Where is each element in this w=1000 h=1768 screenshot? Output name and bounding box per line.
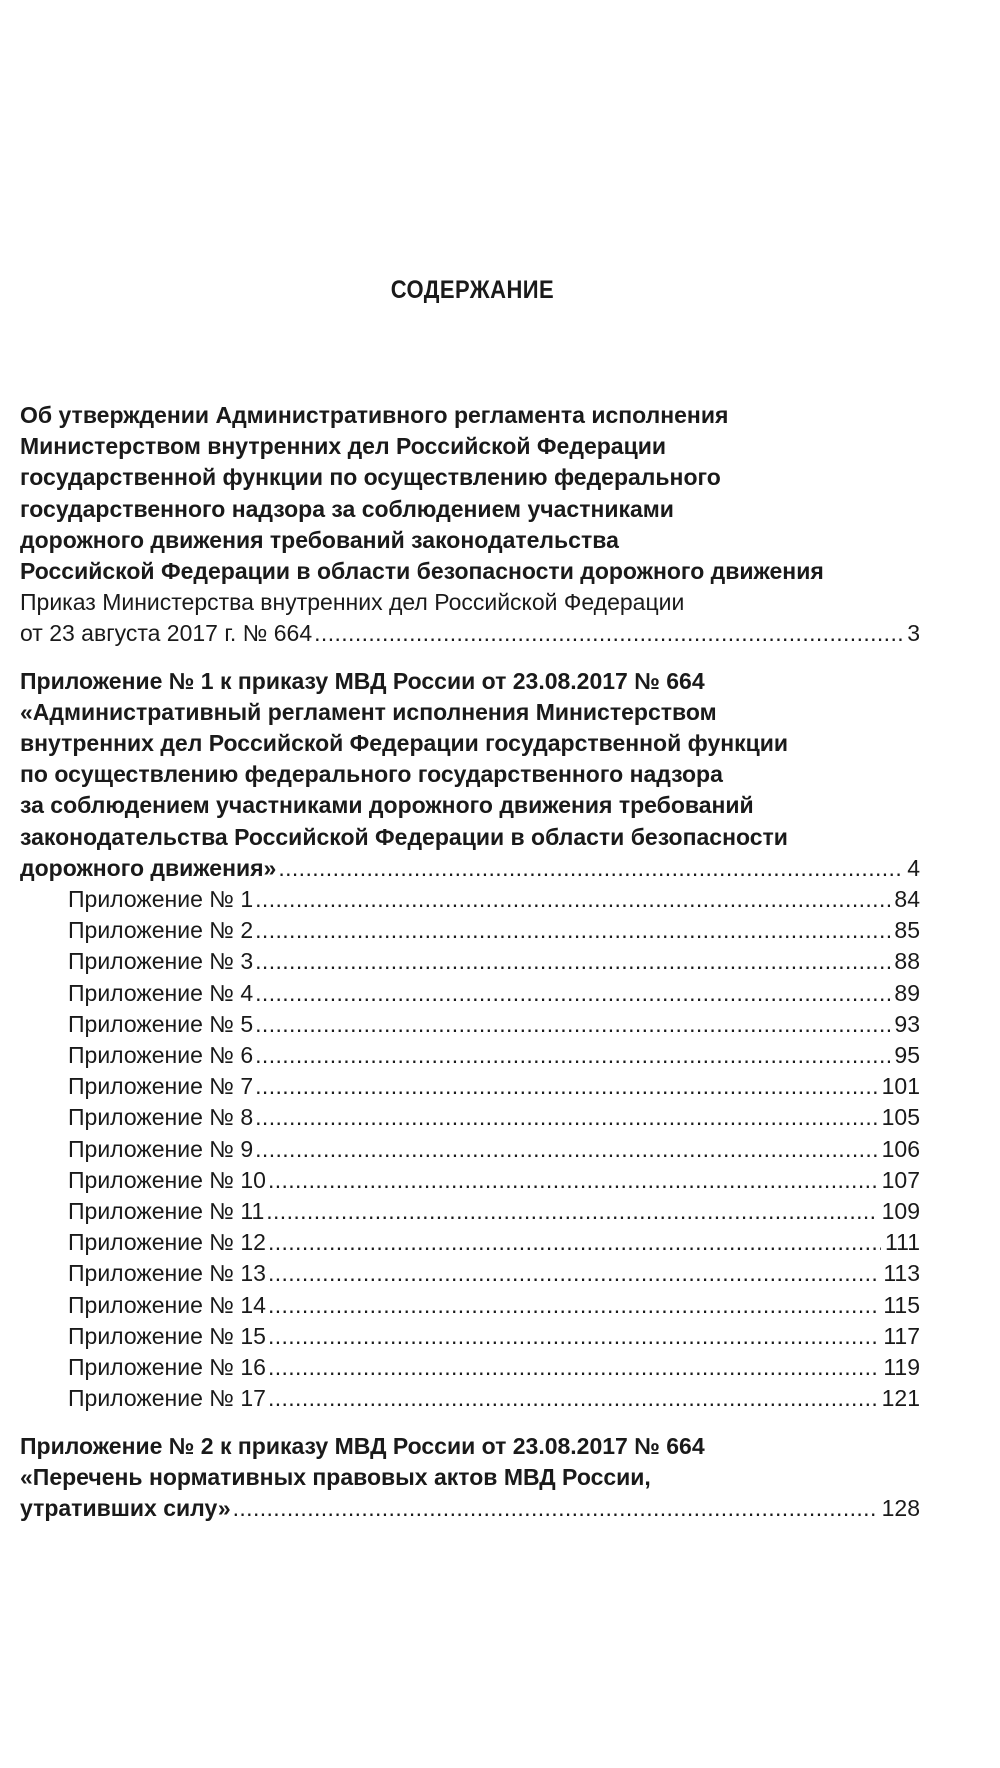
subitem-label: Приложение № 11 <box>68 1198 265 1225</box>
dot-leader <box>255 978 890 1009</box>
page-number: 89 <box>894 979 920 1006</box>
page-number: 128 <box>881 1494 920 1521</box>
subitem-label: Приложение № 3 <box>68 948 254 975</box>
entry-title-line: Российской Федерации в области безопасности дорожного движения <box>20 558 824 585</box>
dot-leader <box>268 1352 879 1383</box>
entry-title-line: «Перечень нормативных правовых актов МВД России, <box>20 1463 651 1490</box>
entry-leader-line <box>20 1493 920 1524</box>
entry-title-line: Приложение № 2 к приказу МВД России от 23.08.2017 № 664 <box>20 1432 705 1459</box>
subitem-label: Приложение № 7 <box>68 1073 254 1100</box>
page-number: 105 <box>881 1104 920 1131</box>
toc-entry-appendix-2 <box>20 1431 920 1525</box>
entry-title-line: Приложение № 1 к приказу МВД России от 23.08.2017 № 664 <box>20 667 705 694</box>
entry-leader-text: утративших силу» <box>20 1494 231 1521</box>
subitem <box>68 1134 920 1165</box>
page-number: 121 <box>881 1385 920 1412</box>
toc-entry-appendix-1 <box>20 666 920 1415</box>
subitem-label: Приложение № 14 <box>68 1291 266 1318</box>
subitem <box>68 1383 920 1414</box>
dot-leader <box>255 1102 877 1133</box>
subitem <box>68 1290 920 1321</box>
page-number: 113 <box>883 1260 920 1287</box>
subitem <box>68 1352 920 1383</box>
entry-leader-text: дорожного движения» <box>20 854 277 881</box>
subitem-label: Приложение № 16 <box>68 1354 266 1381</box>
dot-leader <box>268 1290 879 1321</box>
dot-leader <box>255 915 890 946</box>
entry-title-line: Об утверждении Административного регламента исполнения <box>20 402 729 428</box>
subitem-label: Приложение № 4 <box>68 979 254 1006</box>
dot-leader <box>268 1321 879 1352</box>
subitem <box>68 1071 920 1102</box>
subitem <box>68 1009 920 1040</box>
dot-leader <box>268 1258 879 1289</box>
subitem-label: Приложение № 10 <box>68 1166 266 1193</box>
dot-leader <box>255 946 890 977</box>
page-number: 93 <box>894 1010 920 1037</box>
subitem <box>68 946 920 977</box>
dot-leader <box>278 853 903 884</box>
subitem-label: Приложение № 12 <box>68 1229 266 1256</box>
page-number: 88 <box>894 948 920 975</box>
subitem <box>68 915 920 946</box>
page-number: 4 <box>907 854 920 881</box>
subitem <box>68 884 920 915</box>
subitem-label: Приложение № 17 <box>68 1385 266 1412</box>
subitem-label: Приложение № 1 <box>68 886 254 913</box>
page-number: 107 <box>881 1166 920 1193</box>
dot-leader <box>233 1493 878 1524</box>
subitem <box>68 1165 920 1196</box>
entry-title-line: по осуществлению федерального государственного надзора <box>20 761 723 788</box>
subitem <box>68 1040 920 1071</box>
entry-title-line: «Административный регламент исполнения Министерством <box>20 698 717 725</box>
page-number: 111 <box>885 1229 920 1256</box>
entry-subtitle-line: Приказ Министерства внутренних дел Российской Федерации <box>20 589 685 616</box>
page-number: 106 <box>881 1135 920 1162</box>
subitem <box>68 1321 920 1352</box>
subitem-label: Приложение № 9 <box>68 1135 254 1162</box>
entry-leader-text: от 23 августа 2017 г. № 664 <box>20 620 313 647</box>
entry-title-line: внутренних дел Российской Федерации государственной функции <box>20 730 789 757</box>
subitem <box>68 1258 920 1289</box>
entry-title-line: дорожного движения требований законодательства <box>20 526 619 553</box>
toc-heading: СОДЕРЖАНИЕ <box>390 276 555 304</box>
subitem-label: Приложение № 8 <box>68 1104 254 1131</box>
subitem <box>68 1227 920 1258</box>
subitem-label: Приложение № 13 <box>68 1260 266 1287</box>
page-number: 119 <box>883 1354 920 1381</box>
dot-leader <box>268 1383 878 1414</box>
subitem <box>68 1102 920 1133</box>
page-number: 84 <box>894 886 920 913</box>
toc-entry-order <box>20 400 920 650</box>
page-number: 109 <box>881 1198 920 1225</box>
dot-leader <box>255 1009 890 1040</box>
entry-leader-line <box>20 853 920 884</box>
entry-title-line: законодательства Российской Федерации в области безопасности <box>20 823 788 850</box>
subitem-label: Приложение № 5 <box>68 1010 254 1037</box>
page-number: 115 <box>883 1291 920 1318</box>
subitem-label: Приложение № 6 <box>68 1042 254 1069</box>
entry-title-line: государственной функции по осуществлению федерального <box>20 464 721 491</box>
page-number: 101 <box>881 1073 920 1100</box>
dot-leader <box>268 1165 878 1196</box>
dot-leader <box>255 1071 877 1102</box>
page-number: 117 <box>883 1322 920 1349</box>
dot-leader <box>255 1134 877 1165</box>
dot-leader <box>255 1040 890 1071</box>
dot-leader <box>268 1227 881 1258</box>
entry-title-line: за соблюдением участниками дорожного движения требований <box>20 792 754 819</box>
entry-leader-line <box>20 618 920 649</box>
subitem-list <box>68 884 920 1414</box>
page-number: 3 <box>907 620 920 647</box>
subitem <box>68 978 920 1009</box>
subitem-label: Приложение № 15 <box>68 1322 266 1349</box>
page-number: 95 <box>894 1042 920 1069</box>
dot-leader <box>314 618 903 649</box>
entry-title-line: Министерством внутренних дел Российской Федерации <box>20 433 666 460</box>
table-of-contents <box>20 400 920 1524</box>
subitem <box>68 1196 920 1227</box>
subitem-label: Приложение № 2 <box>68 917 254 944</box>
dot-leader <box>266 1196 877 1227</box>
entry-title-line: государственного надзора за соблюдением участниками <box>20 495 674 522</box>
page-number: 85 <box>894 917 920 944</box>
dot-leader <box>255 884 890 915</box>
